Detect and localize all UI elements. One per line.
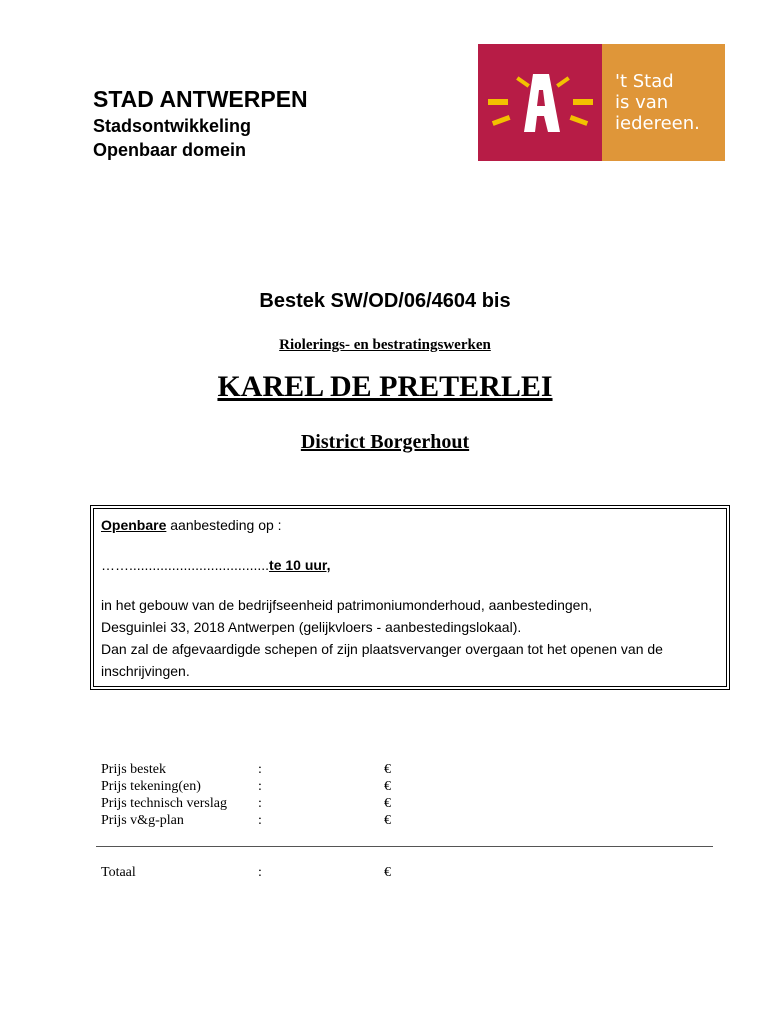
logo-a-icon bbox=[478, 31, 602, 161]
division-name: Openbaar domein bbox=[93, 140, 247, 160]
notice-date-dots: …….................................... bbox=[101, 557, 270, 573]
organisation-name: STAD ANTWERPEN bbox=[93, 86, 308, 112]
organisation-header bbox=[93, 84, 308, 162]
notice-line: in het gebouw van de bedrijfseenheid patrimoniumonderhoud, aanbestedingen, bbox=[101, 597, 593, 613]
price-label: Prijs v&g-plan bbox=[101, 813, 184, 828]
price-row bbox=[101, 778, 391, 795]
notice-date-line bbox=[101, 554, 729, 576]
notice-line: Desguinlei 33, 2018 Antwerpen (gelijkvloers - aanbestedingslokaal). bbox=[101, 619, 522, 635]
department-name: Stadsontwikkeling bbox=[93, 116, 252, 136]
street-title: KAREL DE PRETERLEI bbox=[217, 370, 553, 403]
slogan-line: 't Stad bbox=[615, 71, 674, 92]
price-currency: € bbox=[384, 796, 391, 811]
price-list bbox=[101, 761, 391, 829]
city-logo bbox=[478, 31, 725, 161]
notice-time: te 10 uur, bbox=[269, 557, 331, 573]
price-colon: : bbox=[258, 796, 262, 811]
logo-slogan-panel bbox=[602, 44, 725, 161]
logo-a-panel bbox=[478, 31, 602, 161]
bestek-number: Bestek SW/OD/06/4604 bis bbox=[259, 290, 511, 312]
price-colon: : bbox=[258, 813, 262, 828]
price-label: Prijs bestek bbox=[101, 762, 166, 777]
price-row bbox=[101, 795, 391, 812]
price-row bbox=[101, 761, 391, 778]
total-label: Totaal bbox=[101, 865, 136, 880]
district-title: District Borgerhout bbox=[300, 431, 470, 453]
price-label: Prijs technisch verslag bbox=[101, 796, 227, 811]
price-label: Prijs tekening(en) bbox=[101, 779, 201, 794]
logo-slogan bbox=[615, 71, 700, 134]
tender-notice-box bbox=[90, 505, 730, 690]
notice-line: Dan zal de afgevaardigde schepen of zijn plaatsvervanger overgaan tot het openen van de bbox=[101, 641, 663, 657]
slogan-line: is van bbox=[615, 92, 669, 113]
total-row bbox=[101, 864, 391, 881]
works-description: Riolerings- en bestratingswerken bbox=[279, 337, 491, 353]
slogan-line: iedereen. bbox=[615, 113, 700, 134]
notice-heading bbox=[101, 514, 729, 536]
price-colon: : bbox=[258, 762, 262, 777]
total-currency: € bbox=[384, 865, 391, 880]
svg-text:A: A bbox=[478, 31, 490, 48]
total-colon: : bbox=[258, 865, 262, 880]
price-currency: € bbox=[384, 813, 391, 828]
notice-heading-bold: Openbare bbox=[101, 517, 167, 533]
price-colon: : bbox=[258, 779, 262, 794]
price-currency: € bbox=[384, 762, 391, 777]
notice-line: inschrijvingen. bbox=[101, 663, 190, 679]
total-divider bbox=[96, 846, 713, 847]
price-row bbox=[101, 812, 391, 829]
price-currency: € bbox=[384, 779, 391, 794]
notice-heading-rest: aanbesteding op : bbox=[166, 517, 282, 533]
